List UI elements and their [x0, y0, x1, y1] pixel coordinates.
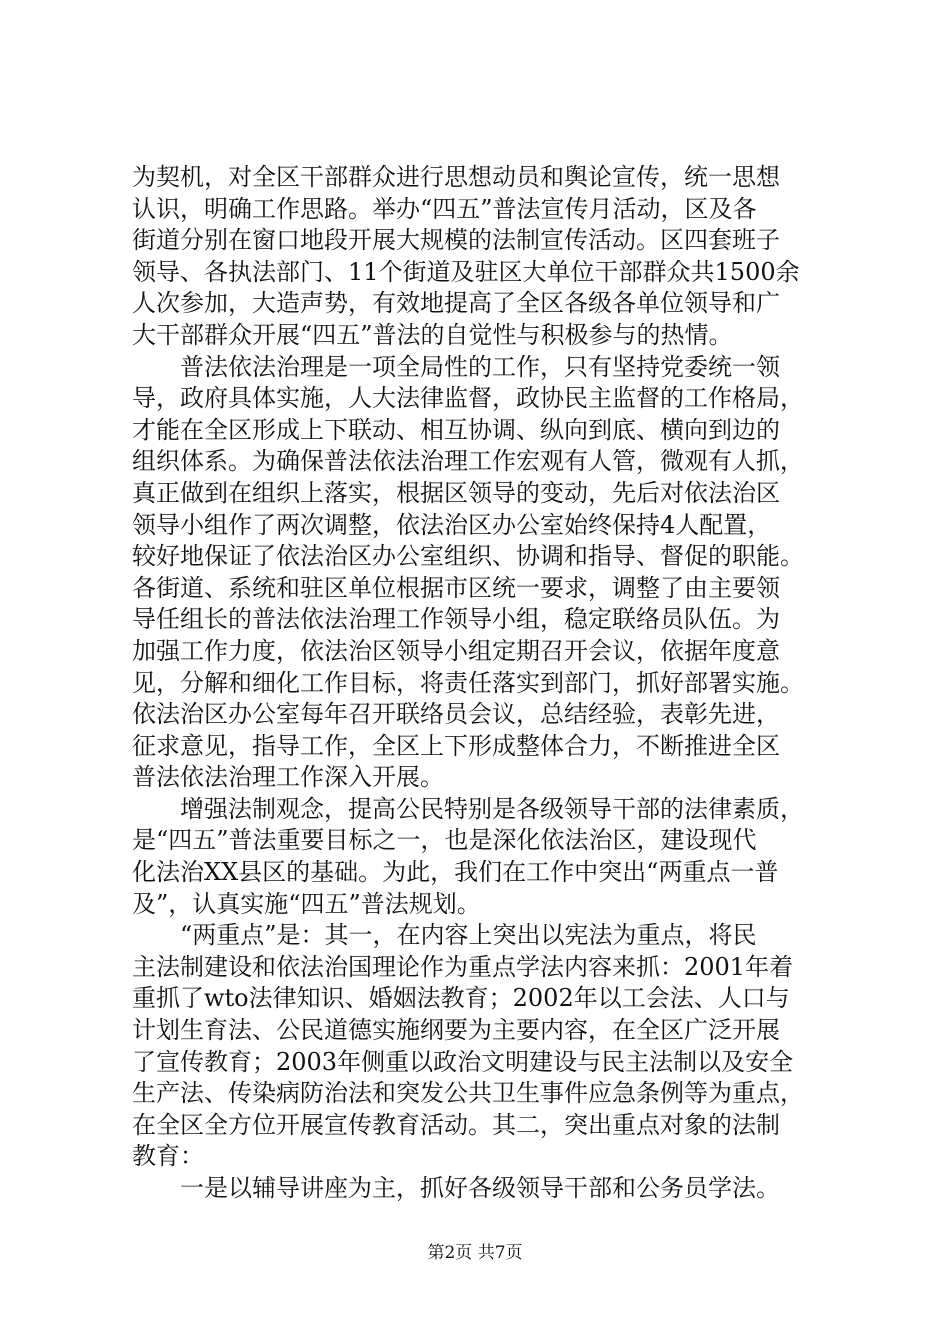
document-body — [132, 162, 832, 1205]
paragraph-2: 普法依法治理是一项全局性的工作，只有坚持党委统一领 导，政府具体实施，人大法律监督，政协民主监督的工作格局， 才能在全区形成上下联动、相互协调、纵向到底、横向到边的 组织体系。为确保普法依法治理工作宏观有人管，微观有人抓， 真正做到在组织上落实，根据区领导的变动，先后对依法治区 领导小组作了两次调整，依法治区办公室始终保持4人配置， 较好地保证了依法治区办公室组织、协调和指导、督促的职能。 各街道、系统和驻区单位根据市区统一要求，调整了由主要领 导任组长的普法依法治理工作领导小组，稳定联络员队伍。为 加强工作力度，依法治区领导小组定期召开会议，依据年度意 见，分解和细化工作目标，将责任落实到部门，抓好部署实施。 依法治区办公室每年召开联络员会议，总结经验，表彰先进， 征求意见，指导工作，全区上下形成整体合力，不断推进全区 普法依法治理工作深入开展。 — [132, 352, 804, 792]
page-number-footer: 第2页 共7页 — [427, 1243, 523, 1263]
paragraph-3: 增强法制观念，提高公民特别是各级领导干部的法律素质， 是“四五”普法重要目标之一，也是深化依法治区，建设现代 化法治XX县区的基础。为此，我们在工作中突出“两重点一普 及”，认真实施“四五”普法规划。 — [132, 794, 804, 918]
paragraph-5: 一是以辅导讲座为主，抓好各级领导干部和公务员学法。 — [180, 1174, 780, 1202]
paragraph-4: “两重点”是：其一，在内容上突出以宪法为重点，将民 主法制建设和依法治国理论作为重点学法内容来抓：2001年着 重抓了wto法律知识、婚姻法教育；2002年以工会法、人口与 计划生育法、公民道德实施纲要为主要内容，在全区广泛开展 了宣传教育；2003年侧重以政治文明建设与民主法制以及安全 生产法、传染病防治法和突发公共卫生事件应急条例等为重点， 在全区全方位开展宣传教育活动。其二，突出重点对象的法制 教育： — [132, 921, 804, 1171]
paragraph-1: 为契机，对全区干部群众进行思想动员和舆论宣传，统一思想 认识，明确工作思路。举办“四五”普法宣传月活动，区及各 街道分别在窗口地段开展大规模的法制宣传活动。区四套班子 领导、各执法部门、11个街道及驻区大单位干部群众共1500余 人次参加，大造声势，有效地提高了全区各级各单位领导和广 大干部群众开展“四五”普法的自觉性与积极参与的热情。 — [132, 163, 800, 349]
